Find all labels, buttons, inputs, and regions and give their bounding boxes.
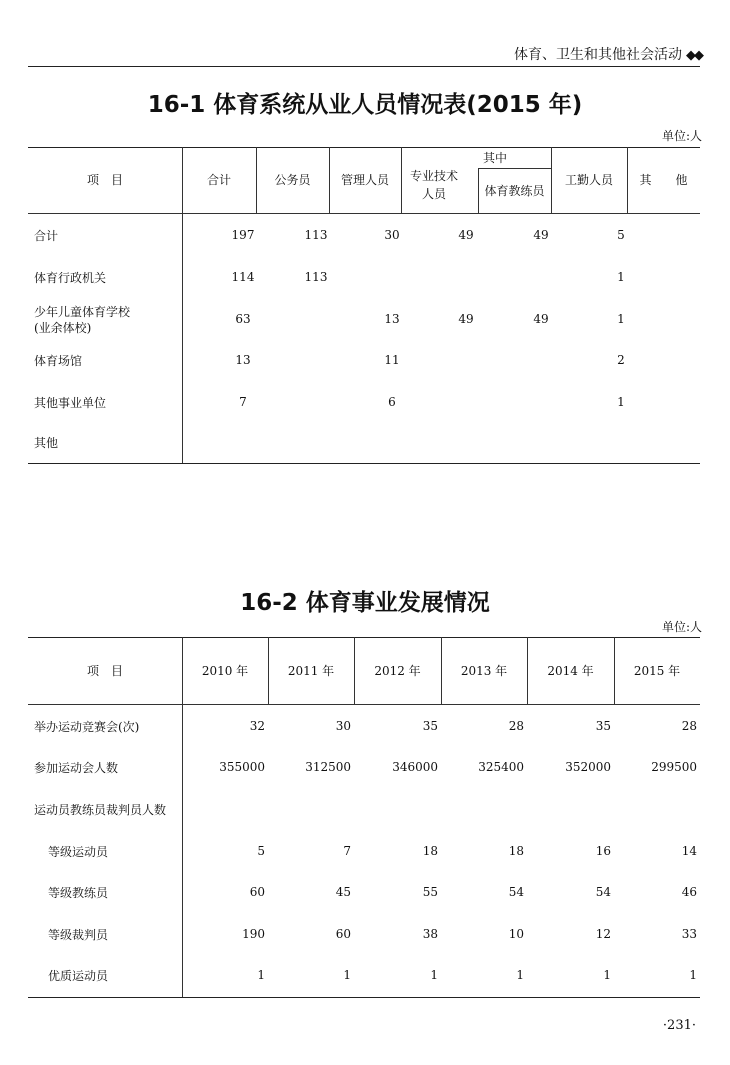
table2-cell: 1 xyxy=(603,968,611,982)
table2-cell: 190 xyxy=(242,927,265,941)
table1-cell: 13 xyxy=(235,353,251,367)
header-year: 2015 年 xyxy=(633,663,681,678)
table2-cell: 346000 xyxy=(392,760,438,774)
table1-title: 16-1 体育系统从业人员情况表(2015 年) xyxy=(147,92,583,118)
header-year: 2011 年 xyxy=(287,663,335,678)
table1-cell: 1 xyxy=(617,395,625,409)
table2-cell: 54 xyxy=(595,885,611,899)
table1-cell: 114 xyxy=(231,270,255,284)
table2-row-label: 等级运动员 xyxy=(48,845,109,859)
table1-cell: 49 xyxy=(458,312,474,326)
table2-cell: 355000 xyxy=(219,760,265,774)
header-of-which: 其中 xyxy=(482,151,507,165)
table2-cell: 18 xyxy=(508,844,524,858)
table1-bottom-rule xyxy=(28,463,700,464)
table2-cell: 12 xyxy=(595,927,611,941)
table2-cell: 14 xyxy=(681,844,697,858)
table2-cell: 28 xyxy=(508,719,524,733)
table1-cell: 13 xyxy=(384,312,400,326)
header-total: 合计 xyxy=(206,173,231,187)
table2-cell: 46 xyxy=(681,885,697,899)
table1-cell: 30 xyxy=(384,228,400,242)
table2-cell: 35 xyxy=(595,719,611,733)
table2-cell: 1 xyxy=(257,968,265,982)
table2-row-label: 参加运动会人数 xyxy=(34,761,119,775)
table2-cell: 5 xyxy=(257,844,265,858)
table1-header-rule xyxy=(28,213,700,214)
header-year: 2014 年 xyxy=(547,663,594,678)
header-civil-servant: 公务员 xyxy=(274,173,311,187)
table2-cell: 28 xyxy=(681,719,697,733)
header-year: 2013 年 xyxy=(460,663,508,678)
table2-header-rule xyxy=(28,704,700,705)
header-worker: 工勤人员 xyxy=(564,173,613,187)
table2-title: 16-2 体育事业发展情况 xyxy=(240,590,490,616)
table2-cell: 7 xyxy=(343,844,351,858)
diamond-icon: ◆◆ xyxy=(686,48,702,63)
table2-cell: 35 xyxy=(422,719,438,733)
table1-cell: 49 xyxy=(533,312,549,326)
table1-row-label: 其他事业单位 xyxy=(34,396,107,410)
table1-cell: 197 xyxy=(231,228,255,242)
header-technical: 专业技术 人员 xyxy=(409,169,458,201)
table1-cell: 2 xyxy=(617,353,625,367)
table2-row-label: 举办运动竞赛会(次) xyxy=(34,720,140,734)
header-item: 项 目 xyxy=(86,173,123,187)
table2-cell: 1 xyxy=(689,968,697,982)
table2-cell: 60 xyxy=(249,885,265,899)
table1-row-label: 其他 xyxy=(34,436,59,450)
table2-cell: 1 xyxy=(343,968,351,982)
table2-unit: 单位:人 xyxy=(661,620,702,634)
table2-cell: 54 xyxy=(508,885,524,899)
table2-cell: 32 xyxy=(249,719,265,733)
table1-cell: 11 xyxy=(384,353,400,367)
header-management: 管理人员 xyxy=(340,173,389,187)
table1-cell: 6 xyxy=(388,395,396,409)
table2-cell: 1 xyxy=(430,968,438,982)
table2-cell: 33 xyxy=(681,927,697,941)
table2-row-label: 等级裁判员 xyxy=(48,928,109,942)
table1-cell: 5 xyxy=(617,228,625,242)
table2-cell: 18 xyxy=(422,844,438,858)
table2-cell: 60 xyxy=(335,927,351,941)
table2-row-label: 等级教练员 xyxy=(48,886,109,900)
table2-row-label: 优质运动员 xyxy=(48,969,109,983)
header-year: 2012 年 xyxy=(374,663,421,678)
table2-bottom-rule xyxy=(28,997,700,998)
table1-cell: 1 xyxy=(617,270,625,284)
table2-cell: 352000 xyxy=(565,760,611,774)
running-header xyxy=(514,44,702,64)
header-year: 2010 年 xyxy=(201,663,249,678)
table1-cell: 49 xyxy=(458,228,474,242)
table2-row-label: 运动员教练员裁判员人数 xyxy=(34,803,167,817)
table1-row-label: 体育场馆 xyxy=(34,354,83,368)
table1-row-label: 少年儿童体育学校 (业余体校) xyxy=(34,305,131,335)
page-number: ·231· xyxy=(662,1018,696,1033)
header-item: 项 目 xyxy=(86,663,123,678)
table2-cell: 30 xyxy=(335,719,351,733)
table1-cell: 63 xyxy=(235,312,251,326)
table2-cell: 1 xyxy=(516,968,524,982)
header-other: 其 他 xyxy=(639,173,688,187)
table1-cell: 113 xyxy=(304,228,328,242)
header-coach: 体育教练员 xyxy=(484,184,545,198)
running-header-text: 体育、卫生和其他社会活动 xyxy=(514,47,682,63)
table1-cell: 7 xyxy=(239,395,247,409)
header-rule xyxy=(28,66,700,67)
table1-row-label: 合计 xyxy=(34,229,59,243)
table2-cell: 38 xyxy=(422,927,438,941)
table2-cell: 312500 xyxy=(305,760,351,774)
table2-cell: 10 xyxy=(508,927,524,941)
table1-row-label: 体育行政机关 xyxy=(34,271,107,285)
table2-cell: 16 xyxy=(595,844,611,858)
table2-cell: 325400 xyxy=(478,760,524,774)
table1-cell: 1 xyxy=(617,312,625,326)
table2-cell: 299500 xyxy=(651,760,697,774)
table1-unit: 单位:人 xyxy=(661,129,702,143)
table2-cell: 55 xyxy=(422,885,438,899)
table1-cell: 113 xyxy=(304,270,328,284)
table2-cell: 45 xyxy=(335,885,351,899)
table1-cell: 49 xyxy=(533,228,549,242)
